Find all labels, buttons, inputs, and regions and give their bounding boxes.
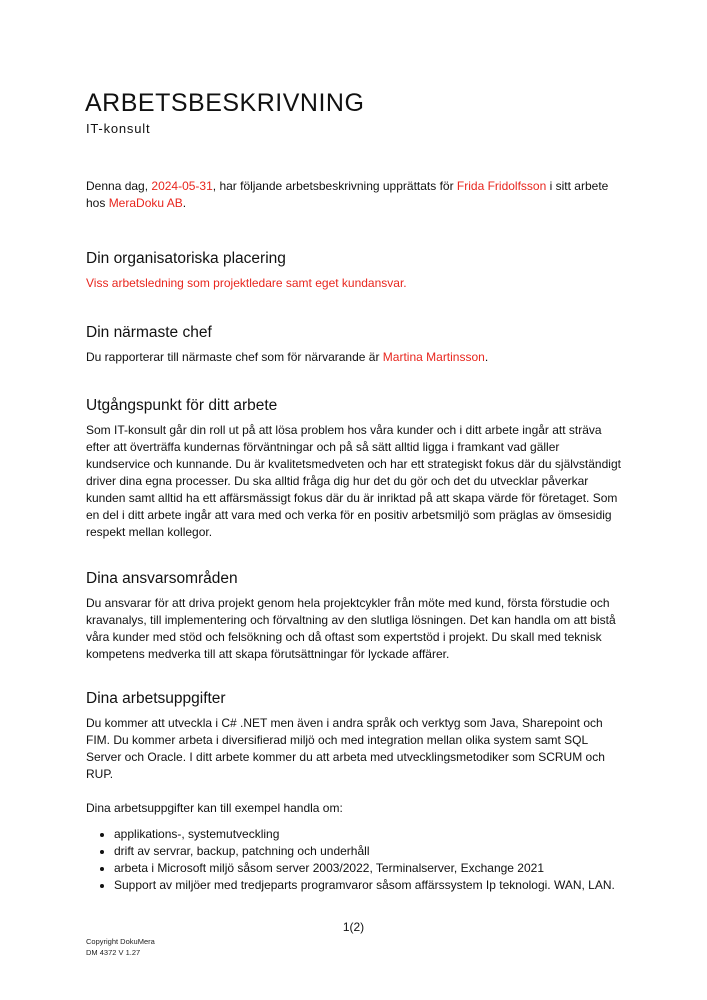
manager-name-field: Martina Martinsson (382, 350, 485, 364)
manager-text: Du rapporterar till närmaste chef som för närvarande är (86, 350, 383, 364)
tasks-list-intro: Dina arbetsuppgifter kan till exempel handla om: (86, 801, 343, 815)
manager-text: . (484, 350, 489, 364)
responsibilities-text: Du ansvarar för att driva projekt genom hela projektcykler från möte med kund, första förstudie och kravanalys, till implementering och förvaltning av den slutliga lösningen. Det kan handla om att bistå våra kunder med stöd och felsökning och då oftast som expertstöd i projekt. Du skall med teknisk kompetens medverka till att skapa förutsättningar för lyckade affärer. (86, 596, 616, 661)
tasks-text: Du kommer att utveckla i C# .NET men även i andra språk och verktyg som Java, Sharepoint och FIM. Du kommer arbeta i diversifierad miljö och med integration mellan olika system samt SQL Server och Oracle. I ditt arbete kommer du att arbeta med utvecklingsmetodiker som SCRUM och RUP. (86, 716, 605, 781)
list-item: • drift av servrar, backup, patchning och underhåll (114, 843, 626, 860)
intro-paragraph (86, 178, 626, 212)
list-item: • applikations-, systemutveckling (114, 826, 626, 843)
intro-text: Denna dag, (86, 179, 152, 193)
footer-doc-id: DM 4372 V 1.27 (86, 948, 141, 957)
intro-text: i sitt arbete hos (86, 179, 609, 210)
list-item: • arbeta i Microsoft miljö såsom server 2003/2022, Terminalserver, Exchange 2021 (114, 860, 626, 877)
section-heading: Dina ansvarsområden (86, 570, 238, 587)
section-heading: Din närmaste chef (86, 324, 212, 341)
section-manager (86, 323, 626, 366)
manager-paragraph (86, 349, 626, 366)
intro-text: , har följande arbetsbeskrivning upprättats för (212, 179, 457, 193)
section-tasks (86, 689, 626, 894)
section-heading: Utgångspunkt för ditt arbete (86, 397, 278, 414)
tasks-list (86, 826, 626, 894)
starting-point-text: Som IT-konsult går din roll ut på att lösa problem hos våra kunder och i ditt arbete ingår att sträva efter att överträffa kundernas förväntningar och på så sätt alltid ligga i framkant vad gäller kundservice och kunnande. Du är kvalitetsmedveten och har ett strategiskt fokus där du självständigt driver dina egna processer. Du ska alltid fråga dig hur det du gör och det du utvecklar påverkar kunden samt alltid ha ett affärsmässigt fokus där du är inriktad på att skapa värde för företaget. Som en del i ditt arbete ingår att vara med och verka för en positiv arbetsmiljö som präglas av ömsesidig respekt mellan kollegor. (86, 423, 621, 539)
document-subtitle: IT-konsult (86, 121, 151, 136)
section-placement (86, 249, 626, 292)
employee-name-field: Frida Fridolfsson (456, 179, 547, 193)
footer-copyright: Copyright DokuMera (86, 937, 155, 946)
page-number: 1(2) (342, 920, 365, 934)
section-responsibilities (86, 569, 626, 663)
intro-text: . (182, 196, 187, 210)
document-title: ARBETSBESKRIVNING (85, 89, 365, 117)
section-heading: Dina arbetsuppgifter (86, 690, 226, 707)
section-heading: Din organisatoriska placering (86, 250, 286, 267)
date-field: 2024-05-31 (151, 179, 213, 193)
placement-text: Viss arbetsledning som projektledare samt eget kundansvar. (86, 276, 407, 290)
list-item: • Support av miljöer med tredjeparts programvaror såsom affärssystem Ip teknologi. WAN, LAN. (114, 877, 626, 894)
company-field: MeraDoku AB (108, 196, 183, 210)
document-body (86, 178, 626, 894)
section-starting-point (86, 396, 626, 541)
footer (86, 936, 155, 958)
